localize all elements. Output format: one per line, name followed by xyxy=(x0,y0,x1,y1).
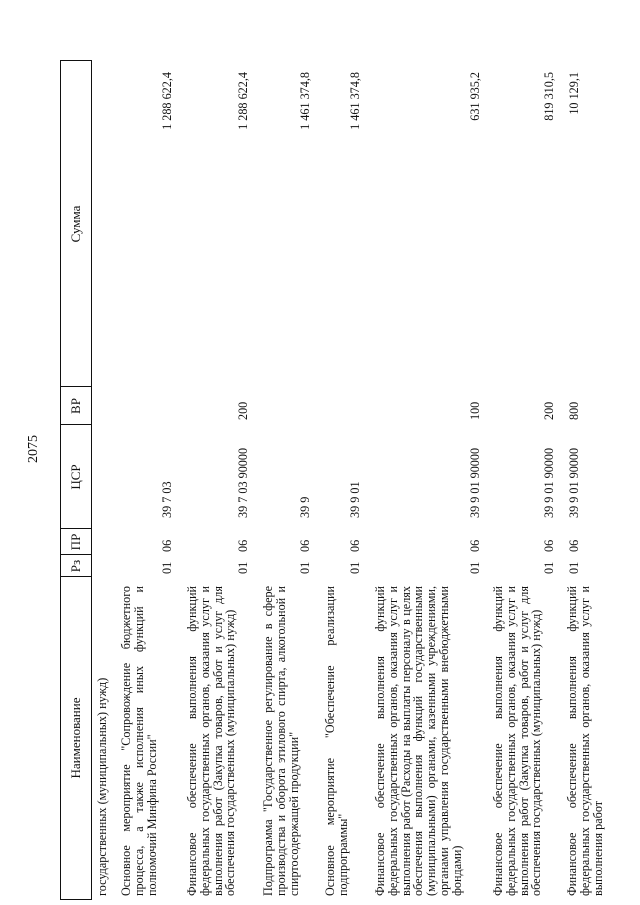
row-sum: 10 129,1 xyxy=(567,72,581,115)
row-csr: 39 9 01 90000 xyxy=(468,447,482,518)
row-sum: 819 310,5 xyxy=(542,72,556,121)
row-name: Финансовое обеспечение выполнения функций федеральных государственных органов, оказания услуг и выполнения работ xyxy=(565,586,605,896)
header-name: Наименование xyxy=(68,697,83,779)
row-csr: 39 9 xyxy=(298,496,312,518)
table-row xyxy=(184,60,250,900)
row-sum: 1 461 374,8 xyxy=(348,72,362,130)
row-rz: 01 xyxy=(468,561,482,574)
row-vr: 200 xyxy=(236,401,250,420)
header-sum: Сумма xyxy=(68,205,83,243)
row-sum: 1 288 622,4 xyxy=(160,72,174,130)
page-number: 2075 xyxy=(26,435,41,463)
row-csr: 39 9 01 90000 xyxy=(542,447,556,518)
header-pr: ПР xyxy=(68,533,83,551)
header-rz: Рз xyxy=(68,559,83,573)
row-name: Основное мероприятие "Сопровождение бюджетного процесса, а также исполнения иных функций и полномочий Минфина России" xyxy=(119,586,159,896)
row-rz: 01 xyxy=(567,561,581,574)
row-csr: 39 9 01 90000 xyxy=(567,447,581,518)
budget-table xyxy=(60,60,605,900)
row-csr: 39 7 03 xyxy=(160,481,174,518)
row-vr: 800 xyxy=(567,401,581,420)
row-vr: 100 xyxy=(468,401,482,420)
table-row xyxy=(260,60,312,900)
header-csr: ЦСР xyxy=(68,464,83,490)
row-rz: 01 xyxy=(348,561,362,574)
row-name: государственных (муниципальных) нужд) xyxy=(95,677,109,896)
row-pr: 06 xyxy=(567,539,581,552)
row-pr: 06 xyxy=(160,539,174,552)
row-sum: 631 935,2 xyxy=(468,72,482,121)
rotated-page xyxy=(60,60,605,900)
table-row xyxy=(322,60,362,900)
row-pr: 06 xyxy=(542,539,556,552)
table-row xyxy=(118,60,174,900)
row-sum: 1 461 374,8 xyxy=(298,72,312,130)
row-name: Финансовое обеспечение выполнения функций федеральных государственных органов, оказания услуг и выполнения работ (Закупка товаров, работ и услуг для обеспечения государственных (муниципальных) нужд) xyxy=(491,586,544,896)
row-csr: 39 9 01 xyxy=(348,481,362,518)
row-pr: 06 xyxy=(298,539,312,552)
row-rz: 01 xyxy=(160,561,174,574)
row-name: Подпрограмма "Государственное регулирование в сфере производства и оборота этилового спирта, алкогольной и спиртосодержащей продукции" xyxy=(261,586,301,896)
row-pr: 06 xyxy=(348,539,362,552)
row-rz: 01 xyxy=(236,561,250,574)
row-csr: 39 7 03 90000 xyxy=(236,447,250,518)
row-rz: 01 xyxy=(542,561,556,574)
row-name: Основное мероприятие "Обеспечение реализации подпрограммы" xyxy=(323,586,350,896)
table-row xyxy=(94,60,114,900)
row-pr: 06 xyxy=(236,539,250,552)
table-row xyxy=(564,60,605,900)
row-pr: 06 xyxy=(468,539,482,552)
table-row xyxy=(372,60,482,900)
row-rz: 01 xyxy=(298,561,312,574)
row-sum: 1 288 622,4 xyxy=(236,72,250,130)
row-name: Финансовое обеспечение выполнения функций федеральных государственных органов, оказания услуг и выполнения работ (Закупка товаров, работ и услуг для обеспечения государственных (муниципальных) нужд) xyxy=(185,586,238,896)
row-name: Финансовое обеспечение выполнения функций федеральных государственных органов, оказания услуг и выполнения работ (Расходы на выплаты персоналу в целях обеспечения выполнения функций государственными (муниципальными) органами, казенными учреждениями, органами управления государственными внебюджетными фондами) xyxy=(373,586,464,896)
row-vr: 200 xyxy=(542,401,556,420)
header-vr: ВР xyxy=(68,398,83,414)
table-header xyxy=(60,60,92,900)
table-row xyxy=(490,60,556,900)
